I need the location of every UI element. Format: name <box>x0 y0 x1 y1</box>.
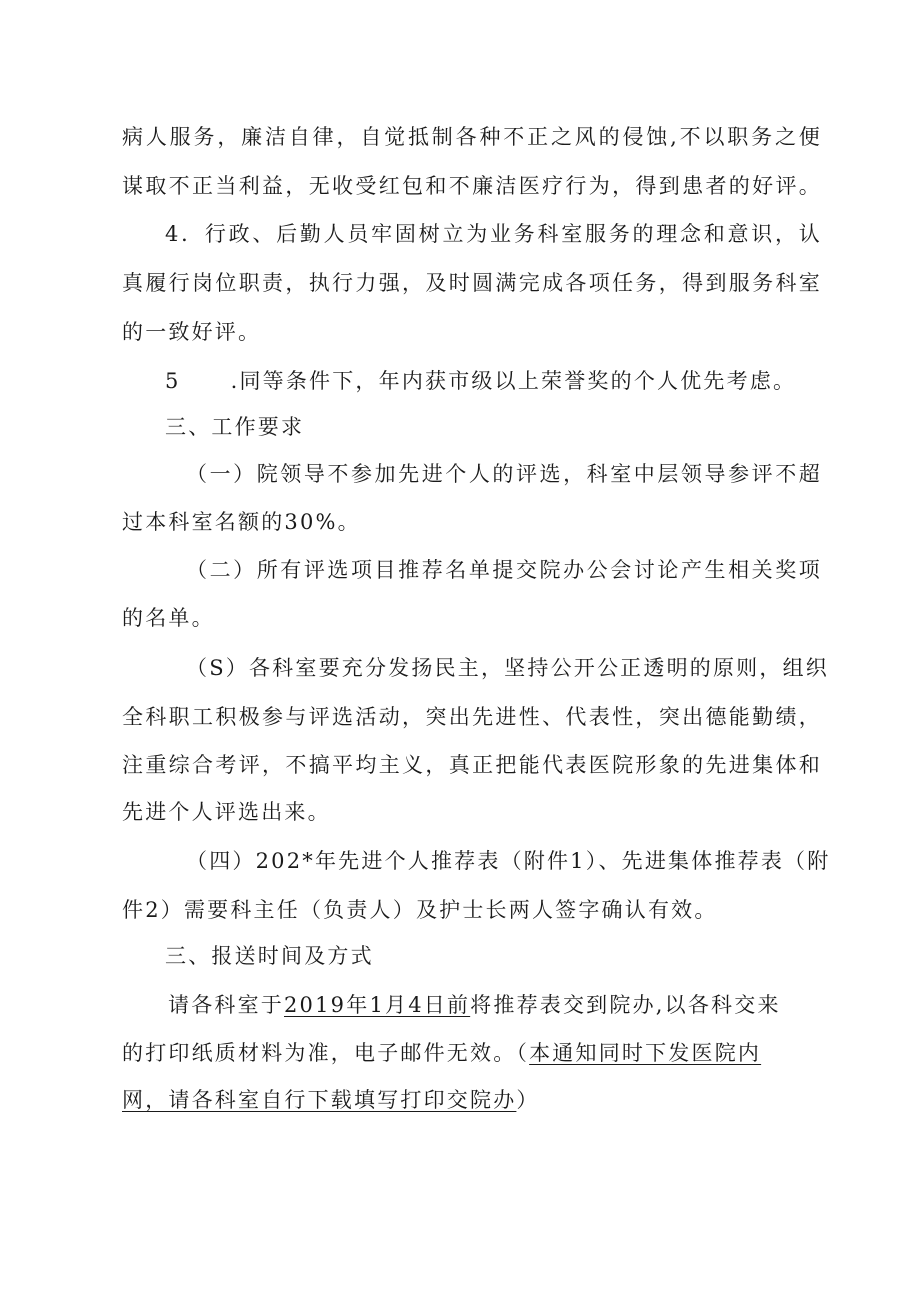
section-heading: 三、报送时间及方式 <box>165 944 374 968</box>
paragraph-line: 的一致好评。 <box>122 320 262 344</box>
list-item-5 <box>165 366 805 396</box>
paragraph-line: 过本科室名额的30%。 <box>122 510 361 534</box>
paragraph-line: 谋取不正当利益，无收受红包和不廉洁医疗行为，得到患者的好评。 <box>122 174 822 198</box>
paragraph-line: 病人服务，廉洁自律，自觉抵制各种不正之风的侵蚀,不以职务之便 <box>122 125 822 149</box>
paragraph-line <box>168 990 808 1020</box>
paragraph-line: （四）202*年先进个人推荐表（附件1）、先进集体推荐表（附 <box>186 849 831 873</box>
underlined-note: 网，请各科室自行下载填写打印交院办 <box>122 1088 517 1112</box>
paragraph-line: 注重综合考评，不搞平均主义，真正把能代表医院形象的先进集体和 <box>122 753 822 777</box>
paragraph-line: 真履行岗位职责，执行力强，及时圆满完成各项任务，得到服务科室 <box>122 271 822 295</box>
paragraph-line: （S）各科室要充分发扬民主，坚持公开公正透明的原则，组织 <box>186 656 829 680</box>
paragraph-line: 先进个人评选出来。 <box>122 800 331 824</box>
underlined-note: 本通知同时下发医院内 <box>529 1041 762 1065</box>
list-number: 5 <box>165 369 181 393</box>
paragraph-line <box>122 1085 822 1115</box>
paragraph-line: 4．行政、后勤人员牢固树立为业务科室服务的理念和意识，认 <box>165 222 822 246</box>
paragraph-line: （一）院领导不参加先进个人的评选，科室中层领导参评不超 <box>186 462 822 486</box>
line-text: ） <box>516 1088 540 1112</box>
line-text: 的打印纸质材料为准，电子邮件无效。（ <box>122 1041 530 1065</box>
paragraph-line: （二）所有评选项目推荐名单提交院办公会讨论产生相关奖项 <box>186 558 822 582</box>
paragraph-line: 的名单。 <box>122 606 215 630</box>
paragraph-line: 件2）需要科主任（负责人）及护士长两人签字确认有效。 <box>122 898 718 922</box>
paragraph-line <box>122 1038 822 1068</box>
deadline-date: 2019年1月4日前 <box>284 993 471 1017</box>
paragraph-line: 全科职工积极参与评选活动，突出先进性、代表性，突出德能勤绩， <box>122 705 822 729</box>
list-text: .同等条件下，年内获市级以上荣誉奖的个人优先考虑。 <box>230 369 797 393</box>
line-text: 将推荐表交到院办,以各科交来 <box>470 993 781 1017</box>
line-text: 请各科室于 <box>168 993 284 1017</box>
section-heading: 三、工作要求 <box>165 415 305 439</box>
